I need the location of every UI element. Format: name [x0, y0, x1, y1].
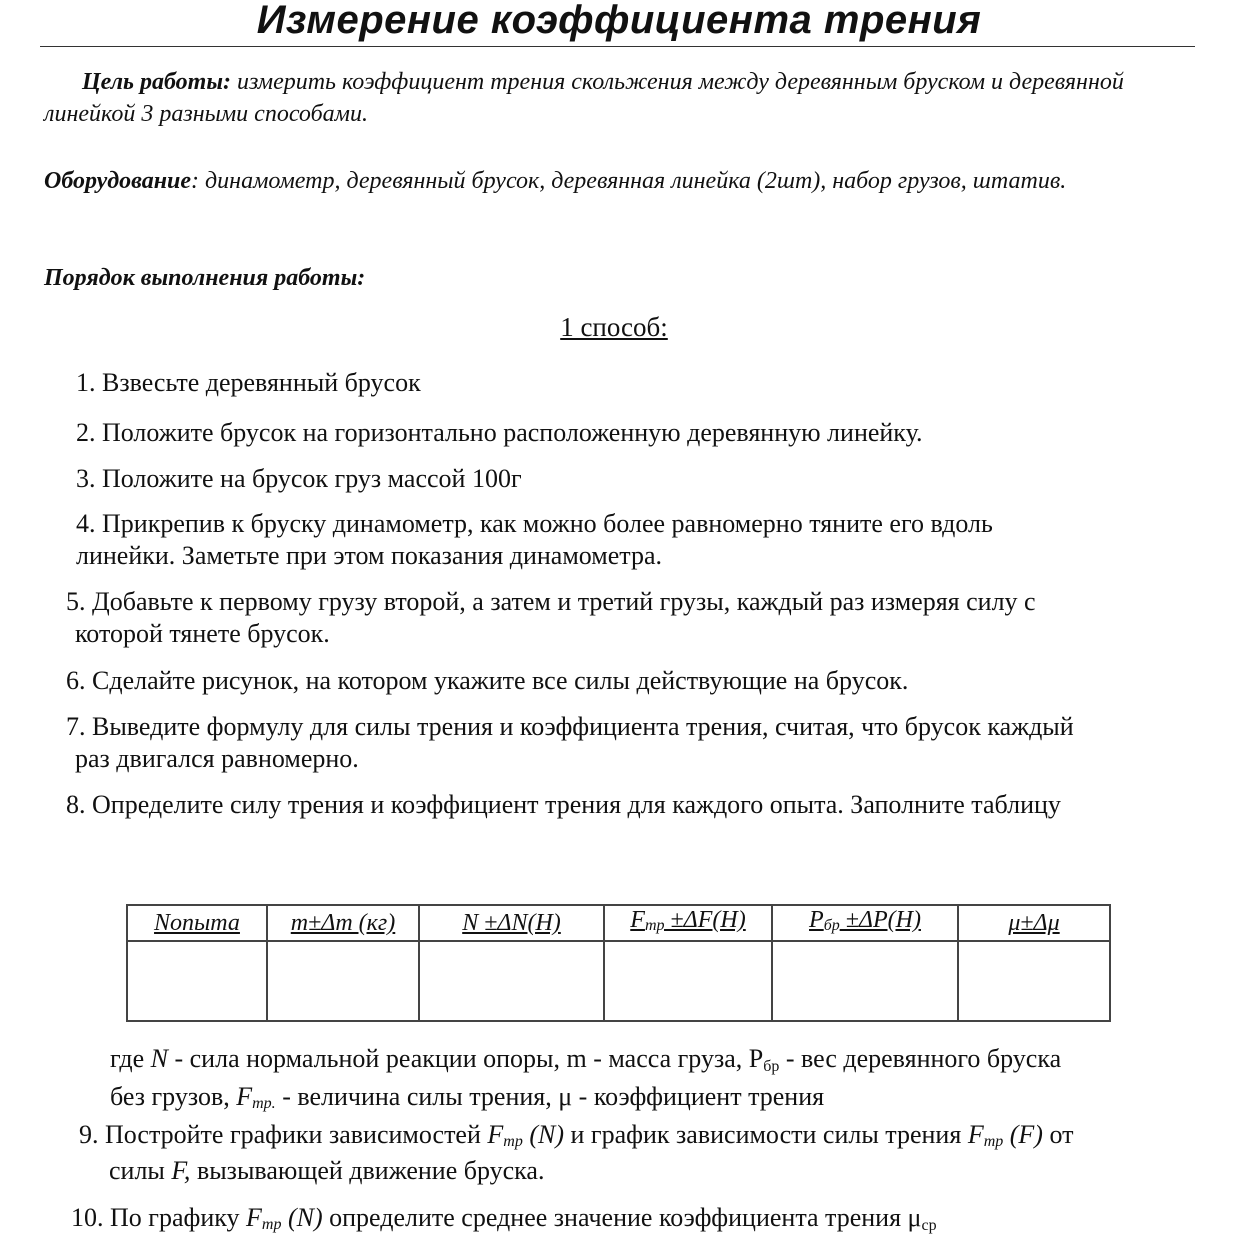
step-2: 2. Положите брусок на горизонтально расположенную деревянную линейку.	[76, 418, 923, 447]
step-10	[71, 1202, 937, 1242]
legend-subscript: бр	[763, 1058, 780, 1075]
friction-error: ±ΔF(Н)	[664, 907, 746, 933]
legend-text: где	[110, 1044, 151, 1073]
step-4-line-1: 4. Прикрепив к бруску динамометр, как можно более равномерно тяните его вдоль	[76, 509, 993, 538]
formula-subscript: тр	[261, 1216, 282, 1233]
page-title: Измерение коэффициента трения	[256, 0, 982, 42]
table-cell	[958, 941, 1110, 1021]
table-cell	[127, 941, 267, 1021]
formula-argument: (N)	[281, 1203, 323, 1232]
formula-symbol: F	[967, 1120, 984, 1149]
formula-symbol: F,	[171, 1156, 191, 1185]
table-header-row	[127, 905, 1110, 941]
col-normal-force: N ±ΔN(Н)	[419, 905, 604, 941]
step-3: 3. Положите на брусок груз массой 100г	[76, 464, 522, 493]
table-cell	[267, 941, 419, 1021]
weight-error: ±ΔP(Н)	[839, 907, 921, 933]
step-1: 1. Взвесьте деревянный брусок	[76, 368, 421, 397]
friction-subscript: тр	[644, 917, 665, 934]
table-cell	[604, 941, 772, 1021]
table-legend	[110, 1044, 1210, 1119]
legend-text: без грузов,	[110, 1082, 237, 1111]
equipment-text: : динамометр, деревянный брусок, деревянная линейка (2шт), набор грузов, штатив.	[191, 168, 1067, 194]
legend-line-2	[110, 1082, 1210, 1119]
step-text: и график зависимости силы трения	[564, 1120, 968, 1149]
step-7-line-1: 7. Выведите формулу для силы трения и коэффициента трения, считая, что брусок каждый	[66, 712, 1074, 741]
table-cell	[772, 941, 958, 1021]
step-text: 9. Постройте графики зависимостей	[79, 1120, 488, 1149]
step-text: вызывающей движение бруска.	[190, 1156, 545, 1185]
step-9-line-2	[79, 1156, 1074, 1185]
col-friction-force	[604, 905, 772, 941]
mu-subscript: ср	[921, 1217, 937, 1234]
step-4-line-2: линейки. Заметьте при этом показания динамометра.	[76, 541, 663, 570]
step-5-line-1: 5. Добавьте к первому грузу второй, а затем и третий грузы, каждый раз измеряя силу с	[66, 587, 1036, 616]
goal-text: измерить коэффициент трения скольжения между деревянным бруском и деревянной линейкой 3 разными способами.	[44, 69, 1124, 127]
step-9-line-1	[79, 1120, 1074, 1156]
legend-subscript: тр.	[252, 1095, 276, 1112]
step-7-line-2: раз двигался равномерно.	[75, 744, 359, 773]
step-5	[66, 586, 1036, 650]
legend-text: - сила нормальной реакции опоры, m - масса груза, Р	[167, 1044, 764, 1073]
step-4	[76, 508, 993, 572]
col-block-weight	[772, 905, 958, 941]
table-cell	[419, 941, 604, 1021]
equipment-paragraph	[44, 165, 1194, 197]
goal-label: Цель работы:	[82, 69, 231, 95]
formula-symbol: F	[487, 1120, 504, 1149]
goal-paragraph	[44, 66, 1194, 130]
step-text: определите среднее значение коэффициента трения μ	[322, 1203, 922, 1232]
step-9	[79, 1120, 1074, 1185]
step-7	[66, 711, 1074, 775]
formula-argument: (F)	[1003, 1120, 1043, 1149]
weight-subscript: бр	[823, 917, 840, 934]
formula-argument: (N)	[522, 1120, 565, 1149]
col-mass: m±Δm (кг)	[267, 905, 419, 941]
col-trial-number: Nопыта	[127, 905, 267, 941]
legend-symbol-f: F	[236, 1082, 253, 1111]
step-8: 8. Определите силу трения и коэффициент трения для каждого опыта. Заполните таблицу	[66, 790, 1061, 819]
formula-symbol: F	[246, 1203, 262, 1232]
method-title: 1 способ:	[560, 312, 668, 342]
legend-text: - величина силы трения, μ - коэффициент трения	[275, 1082, 825, 1111]
col-coefficient: μ±Δμ	[958, 905, 1110, 941]
formula-subscript: тр	[983, 1133, 1004, 1150]
formula-subscript: тр	[503, 1133, 523, 1150]
step-text: 10. По графику	[71, 1203, 247, 1232]
step-5-line-2: которой тянете брусок.	[75, 619, 330, 648]
friction-symbol: F	[630, 907, 645, 933]
table-row	[127, 941, 1110, 1021]
procedure-heading: Порядок выполнения работы:	[44, 265, 366, 291]
legend-symbol-n: N	[150, 1044, 168, 1073]
equipment-label: Оборудование	[44, 168, 192, 194]
results-table	[126, 904, 1111, 1022]
title-underline	[40, 46, 1195, 47]
weight-symbol: P	[809, 907, 824, 933]
step-6: 6. Сделайте рисунок, на котором укажите все силы действующие на брусок.	[66, 666, 909, 695]
step-text: силы	[109, 1156, 172, 1185]
legend-text: - вес деревянного бруска	[779, 1044, 1062, 1073]
step-text: от	[1042, 1120, 1074, 1149]
legend-line-1	[110, 1044, 1210, 1082]
